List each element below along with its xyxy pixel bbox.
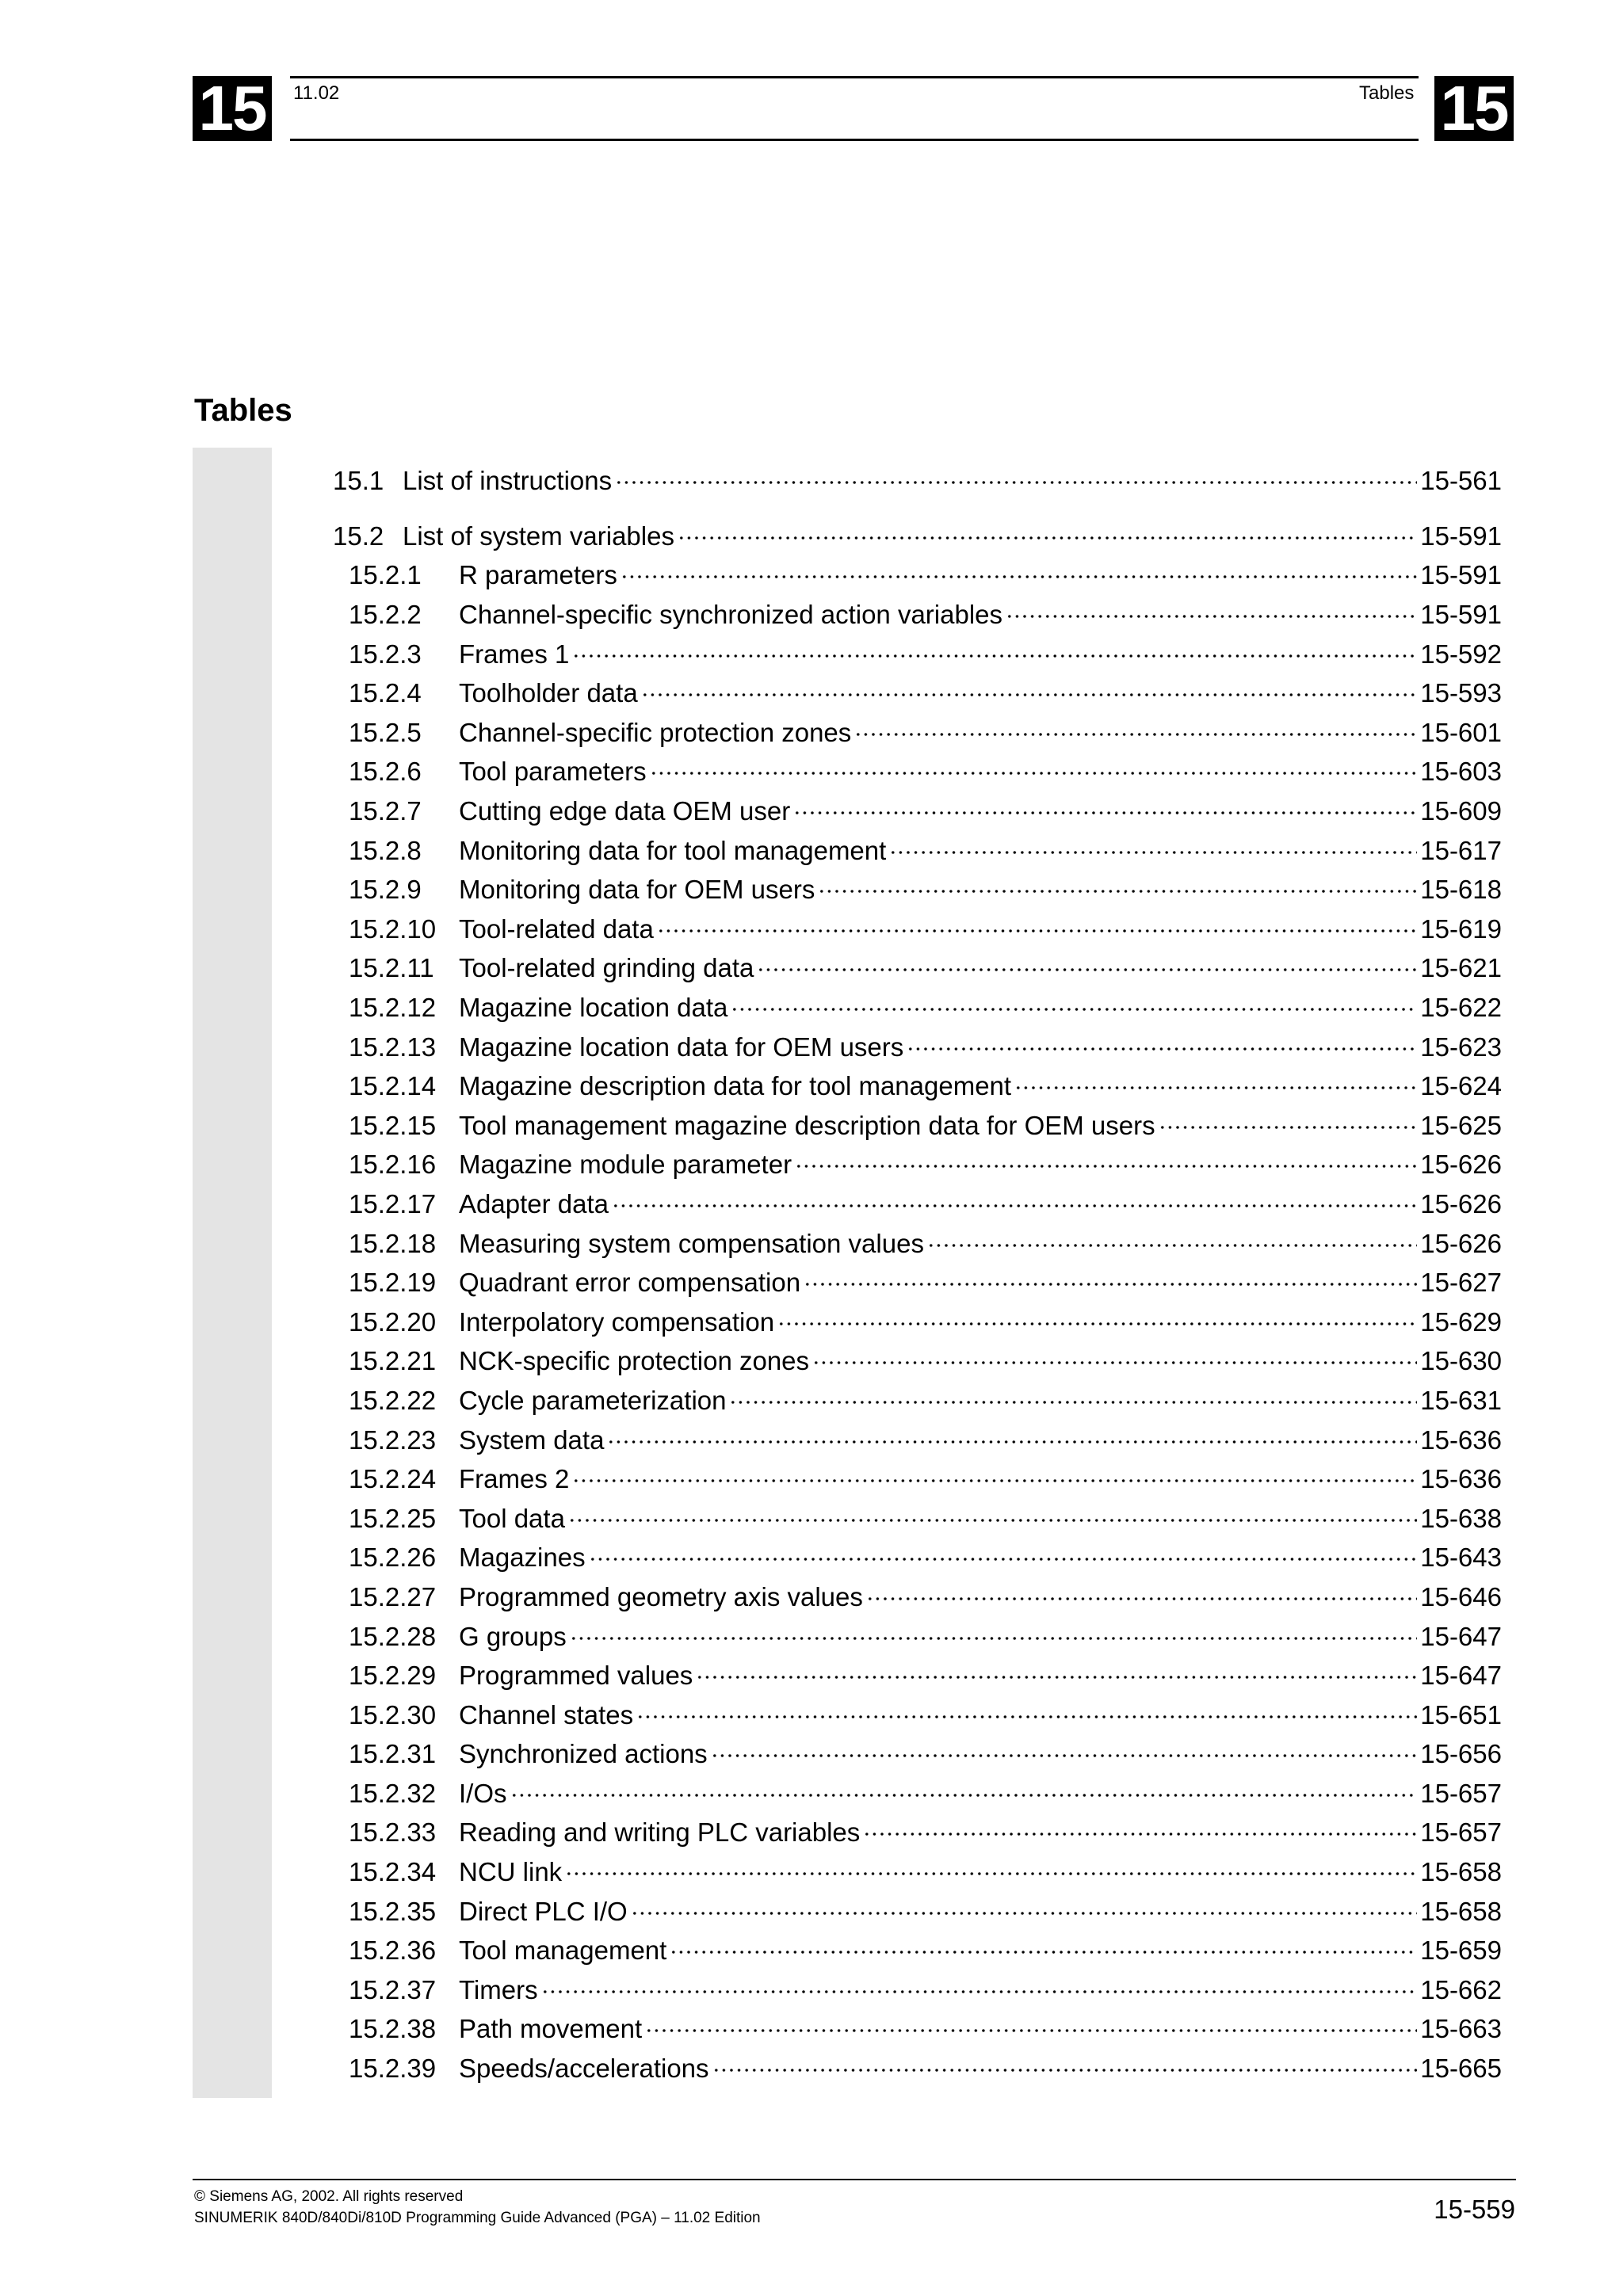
toc-entry-number: 15.2.33 xyxy=(349,1817,437,1848)
toc-entry-page: 15-601 xyxy=(1420,717,1502,747)
toc-entry[interactable] xyxy=(333,870,1502,910)
toc-entry-page: 15-636 xyxy=(1420,1464,1502,1494)
toc-entry-leader xyxy=(712,2044,1418,2073)
toc-entry-label: Frames 1 xyxy=(459,639,570,669)
toc-entry-leader xyxy=(1006,590,1417,619)
toc-entry-leader xyxy=(541,1966,1418,1994)
toc-entry-number: 15.2.32 xyxy=(349,1778,437,1808)
toc-entry[interactable] xyxy=(333,2049,1502,2088)
toc-entry-leader xyxy=(607,1415,1417,1444)
toc-entry[interactable] xyxy=(333,988,1502,1028)
toc-entry-label: System data xyxy=(459,1425,605,1455)
margin-bar xyxy=(193,448,272,2098)
toc-entry-number: 15.2.37 xyxy=(349,1974,437,2004)
toc-entry-label: Synchronized actions xyxy=(459,1739,708,1769)
toc-entry-number: 15.2.21 xyxy=(349,1346,437,1376)
toc-entry[interactable] xyxy=(333,791,1502,831)
toc-entry-page: 15-626 xyxy=(1420,1228,1502,1258)
toc-entry-leader xyxy=(696,1651,1417,1680)
toc-entry-number: 15.2.30 xyxy=(349,1699,437,1730)
toc-entry-leader xyxy=(631,1886,1418,1915)
toc-entry[interactable] xyxy=(333,1184,1502,1224)
toc-entry-leader xyxy=(818,865,1417,894)
footer-document-title: SINUMERIK 840D/840Di/810D Programming Guide Advanced (PGA) – 11.02 Edition xyxy=(194,2210,761,2226)
toc-entry-number: 15.2 xyxy=(333,521,384,551)
toc-entry-number: 15.2.15 xyxy=(349,1110,437,1140)
header-section: Tables xyxy=(1359,82,1415,104)
toc-entry-number: 15.2.38 xyxy=(349,2014,437,2044)
toc-entry-leader xyxy=(670,1926,1417,1955)
toc-entry-number: 15.2.31 xyxy=(349,1739,437,1769)
toc-entry[interactable] xyxy=(333,555,1502,595)
toc-entry-label: NCK-specific protection zones xyxy=(459,1346,810,1376)
toc-entry-leader xyxy=(757,944,1417,972)
toc-entry-page: 15-663 xyxy=(1420,2014,1502,2044)
toc-entry-label: Monitoring data for OEM users xyxy=(459,875,815,905)
toc-entry-number: 15.2.11 xyxy=(349,953,434,983)
toc-entry-number: 15.2.25 xyxy=(349,1503,437,1533)
toc-entry-leader xyxy=(777,1297,1417,1325)
toc-entry[interactable] xyxy=(333,1774,1502,1814)
toc-entry[interactable] xyxy=(333,1498,1502,1538)
toc-entry[interactable] xyxy=(333,1302,1502,1341)
toc-entry-label: Magazine description data for tool management xyxy=(459,1071,1012,1101)
toc-entry-leader xyxy=(570,1611,1417,1640)
toc-entry-leader xyxy=(866,1573,1417,1601)
toc-entry-page: 15-619 xyxy=(1420,913,1502,944)
toc-entry-label: Magazine location data for OEM users xyxy=(459,1032,904,1062)
toc-entry-label: Quadrant error compensation xyxy=(459,1268,801,1298)
toc-entry-label: I/Os xyxy=(459,1778,507,1808)
toc-entry[interactable] xyxy=(333,1263,1502,1302)
toc-entry-label: Channel-specific protection zones xyxy=(459,717,852,747)
toc-entry-page: 15-617 xyxy=(1420,835,1502,865)
toc-entry[interactable] xyxy=(333,517,1502,556)
toc-entry-label: Tool data xyxy=(459,1503,565,1533)
toc-entry-leader xyxy=(1159,1101,1418,1130)
toc-entry-number: 15.2.27 xyxy=(349,1581,437,1611)
toc-entry-label: Tool management xyxy=(459,1936,667,1966)
toc-entry-leader xyxy=(804,1258,1417,1287)
toc-entry-label: Path movement xyxy=(459,2014,643,2044)
toc-entry-leader xyxy=(907,1022,1417,1051)
toc-entry[interactable] xyxy=(333,1066,1502,1106)
toc-entry-label: Measuring system compensation values xyxy=(459,1228,924,1258)
toc-entry-page: 15-646 xyxy=(1420,1581,1502,1611)
toc-entry-label: Monitoring data for tool management xyxy=(459,835,887,865)
toc-entry-number: 15.2.18 xyxy=(349,1228,437,1258)
toc-entry-number: 15.2.36 xyxy=(349,1936,437,1966)
toc-entry-number: 15.2.19 xyxy=(349,1268,437,1298)
toc-entry-page: 15-659 xyxy=(1420,1936,1502,1966)
toc-entry-label: Tool management magazine description data for OEM users xyxy=(459,1110,1155,1140)
page-title: Tables xyxy=(194,393,292,428)
toc-entry[interactable] xyxy=(333,1813,1502,1852)
toc-entry[interactable] xyxy=(333,1027,1502,1066)
toc-entry-page: 15-630 xyxy=(1420,1346,1502,1376)
toc-entry-number: 15.2.13 xyxy=(349,1032,437,1062)
toc-entry-label: Adapter data xyxy=(459,1188,609,1219)
toc-entry-number: 15.2.24 xyxy=(349,1464,437,1494)
toc-entry-number: 15.2.17 xyxy=(349,1188,437,1219)
toc-entry-page: 15-657 xyxy=(1420,1778,1502,1808)
header-rule-top xyxy=(290,76,1419,78)
toc-entry-label: Programmed values xyxy=(459,1661,693,1691)
toc-entry[interactable] xyxy=(333,1420,1502,1459)
toc-entry-leader xyxy=(510,1769,1418,1798)
toc-entry[interactable] xyxy=(333,2009,1502,2049)
toc-entry-label: Speeds/accelerations xyxy=(459,2054,709,2084)
toc-entry-page: 15-625 xyxy=(1420,1110,1502,1140)
toc-entry-label: Interpolatory compensation xyxy=(459,1306,775,1337)
header-date: 11.02 xyxy=(293,82,340,104)
toc-entry-page: 15-626 xyxy=(1420,1188,1502,1219)
toc-entry-page: 15-658 xyxy=(1420,1896,1502,1926)
toc-entry-leader xyxy=(731,983,1417,1012)
toc-entry-label: Tool-related data xyxy=(459,913,654,944)
toc-entry-label: List of instructions xyxy=(403,466,613,496)
toc-entry-leader xyxy=(729,1376,1417,1405)
toc-entry-number: 15.2.9 xyxy=(349,875,422,905)
toc-entry-page: 15-591 xyxy=(1420,521,1502,551)
toc-entry-leader xyxy=(615,456,1417,485)
toc-entry-leader xyxy=(927,1219,1417,1247)
toc-entry-number: 15.2.39 xyxy=(349,2054,437,2084)
toc-entry[interactable] xyxy=(333,1734,1502,1774)
table-of-contents xyxy=(333,461,1502,2088)
toc-entry-label: NCU link xyxy=(459,1857,563,1887)
toc-entry-number: 15.2.35 xyxy=(349,1896,437,1926)
toc-entry-page: 15-636 xyxy=(1420,1425,1502,1455)
toc-entry-label: Timers xyxy=(459,1974,538,2004)
toc-entry[interactable] xyxy=(333,634,1502,673)
toc-entry-number: 15.2.12 xyxy=(349,993,437,1023)
toc-entry-label: Reading and writing PLC variables xyxy=(459,1817,861,1848)
toc-entry-page: 15-651 xyxy=(1420,1699,1502,1730)
toc-entry-page: 15-624 xyxy=(1420,1071,1502,1101)
toc-entry[interactable] xyxy=(333,461,1502,501)
toc-entry-leader xyxy=(636,1690,1417,1718)
toc-entry-number: 15.2.2 xyxy=(349,600,422,630)
toc-entry-number: 15.2.8 xyxy=(349,835,422,865)
toc-entry-leader xyxy=(650,747,1418,776)
toc-entry-number: 15.2.6 xyxy=(349,757,422,787)
footer-page-number: 15-559 xyxy=(1434,2195,1515,2224)
toc-entry-page: 15-621 xyxy=(1420,953,1502,983)
toc-entry-page: 15-647 xyxy=(1420,1621,1502,1651)
toc-entry-page: 15-618 xyxy=(1420,875,1502,905)
toc-entry-label: Direct PLC I/O xyxy=(459,1896,628,1926)
header-rule-bottom xyxy=(290,139,1419,141)
toc-entry-leader xyxy=(612,1180,1417,1208)
toc-entry-page: 15-647 xyxy=(1420,1661,1502,1691)
toc-entry-page: 15-626 xyxy=(1420,1150,1502,1180)
toc-entry-leader xyxy=(645,2004,1417,2033)
toc-entry-page: 15-627 xyxy=(1420,1268,1502,1298)
toc-entry-number: 15.2.4 xyxy=(349,678,422,708)
toc-entry-page: 15-631 xyxy=(1420,1385,1502,1415)
toc-entry-label: Channel-specific synchronized action variables xyxy=(459,600,1003,630)
toc-entry[interactable] xyxy=(333,1223,1502,1263)
toc-entry-number: 15.2.14 xyxy=(349,1071,437,1101)
toc-entry-leader xyxy=(621,551,1417,579)
toc-entry-page: 15-658 xyxy=(1420,1857,1502,1887)
toc-entry-page: 15-593 xyxy=(1420,678,1502,708)
toc-entry[interactable] xyxy=(333,1538,1502,1577)
toc-entry-number: 15.1 xyxy=(333,466,384,496)
toc-entry-leader xyxy=(889,826,1417,854)
toc-entry-page: 15-656 xyxy=(1420,1739,1502,1769)
toc-entry-page: 15-662 xyxy=(1420,1974,1502,2004)
toc-entry-page: 15-609 xyxy=(1420,796,1502,826)
toc-entry-number: 15.2.28 xyxy=(349,1621,437,1651)
toc-entry-leader xyxy=(711,1730,1418,1758)
toc-entry-leader xyxy=(854,708,1417,737)
toc-entry-leader xyxy=(657,905,1417,933)
toc-entry-page: 15-643 xyxy=(1420,1543,1502,1573)
toc-entry-leader xyxy=(863,1808,1417,1836)
toc-entry-number: 15.2.16 xyxy=(349,1150,437,1180)
toc-entry-number: 15.2.5 xyxy=(349,717,422,747)
toc-entry-label: Cutting edge data OEM user xyxy=(459,796,791,826)
toc-entry[interactable] xyxy=(333,1852,1502,1892)
toc-entry-label: G groups xyxy=(459,1621,567,1651)
toc-entry-label: Channel states xyxy=(459,1699,634,1730)
toc-entry-label: Tool-related grinding data xyxy=(459,953,754,983)
toc-entry-label: R parameters xyxy=(459,560,617,590)
toc-entry-leader xyxy=(589,1533,1418,1562)
toc-entry-number: 15.2.1 xyxy=(349,560,422,590)
toc-entry-page: 15-638 xyxy=(1420,1503,1502,1533)
toc-entry-page: 15-591 xyxy=(1420,600,1502,630)
footer-copyright: © Siemens AG, 2002. All rights reserved xyxy=(194,2188,464,2205)
toc-entry[interactable] xyxy=(333,1656,1502,1695)
toc-entry-page: 15-592 xyxy=(1420,639,1502,669)
toc-entry-page: 15-622 xyxy=(1420,993,1502,1023)
toc-entry[interactable] xyxy=(333,1931,1502,1970)
toc-entry-number: 15.2.10 xyxy=(349,913,437,944)
toc-entry-leader xyxy=(678,512,1417,540)
toc-entry-label: Programmed geometry axis values xyxy=(459,1581,863,1611)
toc-entry-page: 15-657 xyxy=(1420,1817,1502,1848)
toc-entry-leader xyxy=(793,787,1417,815)
toc-entry[interactable] xyxy=(333,1459,1502,1499)
toc-entry-page: 15-561 xyxy=(1420,466,1502,496)
toc-entry-number: 15.2.29 xyxy=(349,1661,437,1691)
toc-entry[interactable] xyxy=(333,1970,1502,2010)
toc-entry[interactable] xyxy=(333,1695,1502,1734)
toc-entry-number: 15.2.20 xyxy=(349,1306,437,1337)
toc-entry-leader xyxy=(795,1140,1417,1169)
toc-entry[interactable] xyxy=(333,713,1502,753)
toc-entry-leader xyxy=(1014,1062,1417,1090)
toc-entry-leader xyxy=(641,669,1418,697)
toc-entry[interactable] xyxy=(333,910,1502,949)
toc-entry-page: 15-665 xyxy=(1420,2054,1502,2084)
toc-entry-leader xyxy=(565,1848,1417,1876)
toc-entry[interactable] xyxy=(333,752,1502,791)
toc-entry-leader xyxy=(812,1337,1417,1365)
toc-entry-leader xyxy=(568,1493,1417,1522)
toc-entry[interactable] xyxy=(333,1106,1502,1146)
toc-entry-number: 15.2.34 xyxy=(349,1857,437,1887)
toc-entry-label: Magazines xyxy=(459,1543,586,1573)
toc-entry-page: 15-623 xyxy=(1420,1032,1502,1062)
toc-entry-label: Cycle parameterization xyxy=(459,1385,727,1415)
chapter-badge-left: 15 xyxy=(193,76,272,141)
toc-entry[interactable] xyxy=(333,673,1502,713)
toc-entry-label: List of system variables xyxy=(403,521,674,551)
toc-entry-number: 15.2.23 xyxy=(349,1425,437,1455)
chapter-badge-right: 15 xyxy=(1434,76,1514,141)
toc-entry-page: 15-591 xyxy=(1420,560,1502,590)
toc-entry[interactable] xyxy=(333,1891,1502,1931)
toc-entry[interactable] xyxy=(333,595,1502,635)
toc-entry-page: 15-629 xyxy=(1420,1306,1502,1337)
toc-entry[interactable] xyxy=(333,1577,1502,1617)
toc-entry-page: 15-603 xyxy=(1420,757,1502,787)
toc-entry-number: 15.2.26 xyxy=(349,1543,437,1573)
toc-entry-label: Magazine module parameter xyxy=(459,1150,792,1180)
toc-entry-label: Tool parameters xyxy=(459,757,647,787)
toc-entry-label: Magazine location data xyxy=(459,993,728,1023)
toc-entry-number: 15.2.22 xyxy=(349,1385,437,1415)
toc-entry[interactable] xyxy=(333,1145,1502,1184)
toc-entry-label: Frames 2 xyxy=(459,1464,570,1494)
toc-entry-label: Toolholder data xyxy=(459,678,638,708)
toc-entry-number: 15.2.7 xyxy=(349,796,422,826)
toc-entry-number: 15.2.3 xyxy=(349,639,422,669)
footer-rule xyxy=(193,2179,1516,2180)
toc-entry[interactable] xyxy=(333,1341,1502,1381)
toc-entry-leader xyxy=(572,1455,1417,1483)
toc-entry[interactable] xyxy=(333,1381,1502,1421)
toc-entry[interactable] xyxy=(333,948,1502,988)
toc-entry-leader xyxy=(572,629,1417,658)
toc-entry[interactable] xyxy=(333,830,1502,870)
toc-entry[interactable] xyxy=(333,1616,1502,1656)
